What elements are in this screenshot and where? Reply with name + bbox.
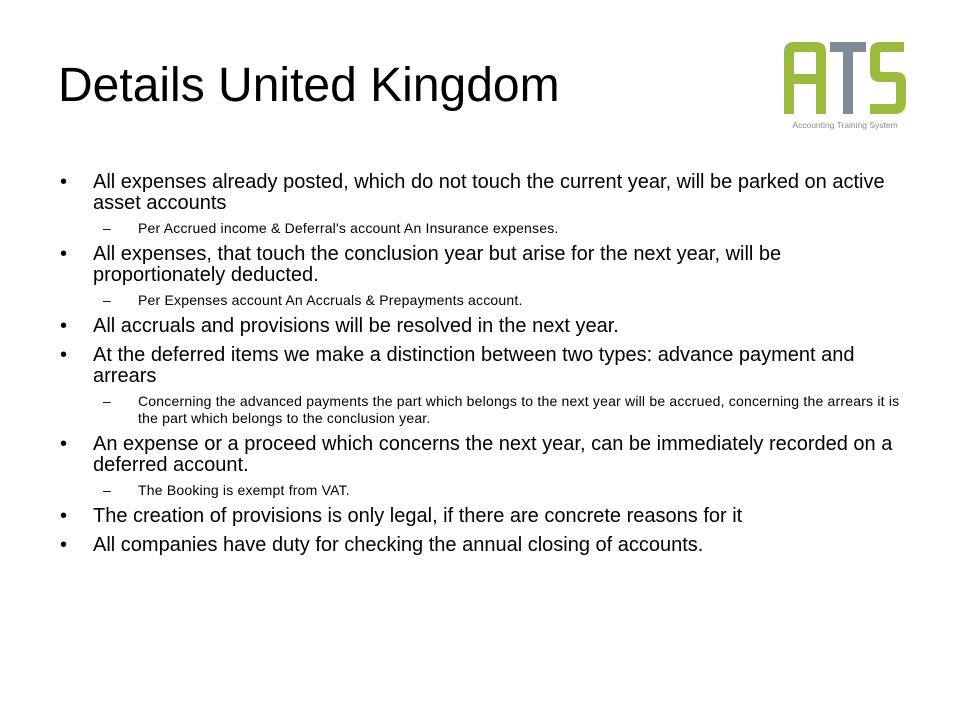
bullet-marker: • <box>60 344 68 366</box>
sub-bullet-item <box>103 482 908 499</box>
sub-bullet-marker: – <box>103 482 111 498</box>
bullet-marker: • <box>60 433 68 455</box>
sub-bullet-text: Per Accrued income & Deferral's account An Insurance expenses. <box>138 220 559 236</box>
sub-bullet-text: The Booking is exempt from VAT. <box>138 482 350 498</box>
bullet-list <box>58 172 908 556</box>
bullet-text: All expenses, that touch the conclusion year but arise for the next year, will be proportionately deducted. <box>93 243 782 286</box>
bullet-text: All companies have duty for checking the annual closing of accounts. <box>93 534 704 556</box>
bullet-item <box>58 535 908 556</box>
logo-tagline: Accounting Training System <box>792 120 898 130</box>
bullet-item <box>58 316 908 337</box>
ats-logo <box>780 38 910 134</box>
sub-bullet-marker: – <box>103 220 111 236</box>
ats-logo-mark <box>780 38 910 118</box>
bullet-marker: • <box>60 171 68 193</box>
bullet-marker: • <box>60 243 68 265</box>
bullet-marker: • <box>60 315 68 337</box>
sub-bullet-marker: – <box>103 292 111 308</box>
sub-bullet-item <box>103 292 908 309</box>
bullet-text: All accruals and provisions will be resolved in the next year. <box>93 315 619 337</box>
slide-title: Details United Kingdom <box>58 59 560 112</box>
sub-bullet-item <box>103 393 908 427</box>
sub-bullet-marker: – <box>103 393 111 409</box>
sub-bullet-text: Per Expenses account An Accruals & Prepayments account. <box>138 292 523 308</box>
sub-bullet-item <box>103 220 908 237</box>
bullet-text: At the deferred items we make a distinction between two types: advance payment and arrears <box>93 344 855 387</box>
bullet-text: An expense or a proceed which concerns the next year, can be immediately recorded on a deferred account. <box>93 433 893 476</box>
bullet-marker: • <box>60 534 68 556</box>
bullet-marker: • <box>60 505 68 527</box>
bullet-text: All expenses already posted, which do not touch the current year, will be parked on active asset accounts <box>93 171 885 214</box>
bullet-item <box>58 506 908 527</box>
bullet-item <box>58 244 908 286</box>
bullet-item <box>58 434 908 476</box>
bullet-text: The creation of provisions is only legal, if there are concrete reasons for it <box>93 505 743 527</box>
bullet-item <box>58 172 908 214</box>
sub-bullet-text: Concerning the advanced payments the part which belongs to the next year will be accrued, concerning the arrears it is the part which belongs to the conclusion year. <box>138 393 900 426</box>
bullet-item <box>58 345 908 387</box>
